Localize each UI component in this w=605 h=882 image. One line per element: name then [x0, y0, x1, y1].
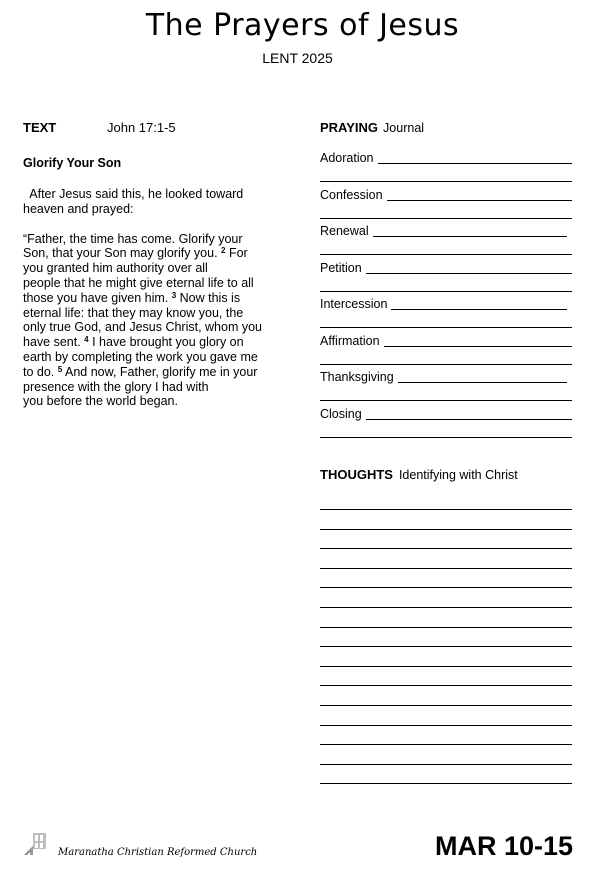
thoughts-write-line[interactable]	[320, 783, 572, 784]
write-line[interactable]	[320, 254, 572, 255]
verse-number: 4	[84, 335, 89, 345]
scripture-passage	[23, 187, 275, 409]
church-logo-icon	[24, 833, 50, 855]
write-line[interactable]	[373, 236, 567, 237]
thoughts-write-line[interactable]	[320, 646, 572, 647]
write-line[interactable]	[320, 364, 572, 365]
write-line[interactable]	[384, 346, 572, 347]
thoughts-label: THOUGHTS	[320, 467, 393, 482]
prayer-field-thanksgiving[interactable]	[320, 368, 572, 386]
date-range: MAR 10-15	[434, 831, 573, 861]
passage-line	[23, 246, 275, 261]
page-title: The Prayers of Jesus	[145, 8, 460, 43]
passage-title: Glorify Your Son	[23, 156, 122, 170]
write-line[interactable]	[391, 309, 567, 310]
thoughts-write-line[interactable]	[320, 587, 572, 588]
prayer-label: Affirmation	[320, 334, 380, 348]
verse-text: And now, Father, glorify me in your	[62, 364, 258, 379]
prayer-label: Intercession	[320, 297, 388, 311]
passage-line: heaven and prayed:	[23, 201, 134, 216]
prayer-label: Closing	[320, 407, 362, 421]
write-line[interactable]	[320, 327, 572, 328]
passage-line: only true God, and Jesus Christ, whom you	[23, 320, 263, 335]
write-line[interactable]	[366, 273, 572, 274]
write-line[interactable]	[320, 181, 572, 182]
text-section-header	[23, 120, 176, 136]
prayer-field-intercession[interactable]	[320, 295, 572, 313]
church-name: Maranatha Christian Reformed Church	[58, 847, 258, 858]
passage-line	[23, 365, 275, 380]
thoughts-write-line[interactable]	[320, 685, 572, 686]
write-line[interactable]	[398, 382, 567, 383]
praying-label: PRAYING	[320, 120, 379, 135]
passage-line: eternal life: that they may know you, the	[23, 305, 244, 320]
verse-text: Now this is	[176, 290, 241, 305]
thoughts-write-line[interactable]	[320, 568, 572, 569]
prayer-label: Petition	[320, 261, 362, 275]
thoughts-write-line[interactable]	[320, 529, 572, 530]
prayer-label: Thanksgiving	[320, 370, 394, 384]
verse-text: Son, that your Son may glorify you.	[23, 246, 218, 261]
passage-line: you before the world began.	[23, 394, 178, 409]
thoughts-write-line[interactable]	[320, 725, 572, 726]
verse-text: For	[225, 246, 248, 261]
scripture-reference: John 17:1-5	[107, 120, 176, 135]
passage-line: presence with the glory I had with	[23, 379, 209, 394]
thoughts-section-header	[320, 467, 518, 483]
passage-line	[23, 335, 275, 350]
text-label: TEXT	[23, 120, 57, 135]
prayer-field-petition[interactable]	[320, 259, 572, 277]
prayer-field-renewal[interactable]	[320, 222, 572, 240]
thoughts-write-line[interactable]	[320, 607, 572, 608]
thoughts-write-line[interactable]	[320, 666, 572, 667]
passage-line: “Father, the time has come. Glorify your	[23, 231, 243, 246]
verse-number: 2	[221, 246, 226, 256]
thoughts-sublabel: Identifying with Christ	[398, 468, 518, 482]
prayer-label: Adoration	[320, 151, 374, 165]
prayer-field-closing[interactable]	[320, 405, 572, 423]
thoughts-write-line[interactable]	[320, 744, 572, 745]
write-line[interactable]	[378, 163, 572, 164]
verse-text: those you have given him.	[23, 290, 169, 305]
write-line[interactable]	[320, 400, 572, 401]
thoughts-write-line[interactable]	[320, 764, 572, 765]
verse-number: 3	[171, 290, 177, 300]
passage-line: earth by completing the work you gave me	[23, 349, 258, 364]
thoughts-write-line[interactable]	[320, 627, 572, 628]
write-line[interactable]	[366, 419, 572, 420]
write-line[interactable]	[320, 291, 572, 292]
thoughts-write-line[interactable]	[320, 548, 572, 549]
prayer-field-affirmation[interactable]	[320, 332, 572, 350]
praying-sublabel: Journal	[383, 121, 425, 135]
passage-line: you granted him authority over all	[23, 261, 208, 276]
write-line[interactable]	[387, 200, 572, 201]
write-line[interactable]	[320, 437, 572, 438]
prayer-label: Renewal	[320, 224, 369, 238]
prayer-label: Confession	[320, 188, 383, 202]
thoughts-write-line[interactable]	[320, 509, 572, 510]
verse-number: 5	[57, 364, 63, 374]
prayer-field-confession[interactable]	[320, 186, 572, 204]
passage-line	[23, 291, 275, 306]
praying-section-header	[320, 120, 424, 136]
verse-text: have sent.	[23, 335, 81, 350]
thoughts-write-line[interactable]	[320, 705, 572, 706]
verse-text: to do.	[23, 364, 55, 379]
prayer-field-adoration[interactable]	[320, 149, 572, 167]
passage-line: After Jesus said this, he looked toward	[23, 187, 244, 201]
write-line[interactable]	[320, 218, 572, 219]
passage-line: people that he might give eternal life to all	[23, 275, 254, 290]
verse-text: I have brought you glory on	[88, 335, 244, 350]
page-subtitle: LENT 2025	[262, 50, 333, 66]
